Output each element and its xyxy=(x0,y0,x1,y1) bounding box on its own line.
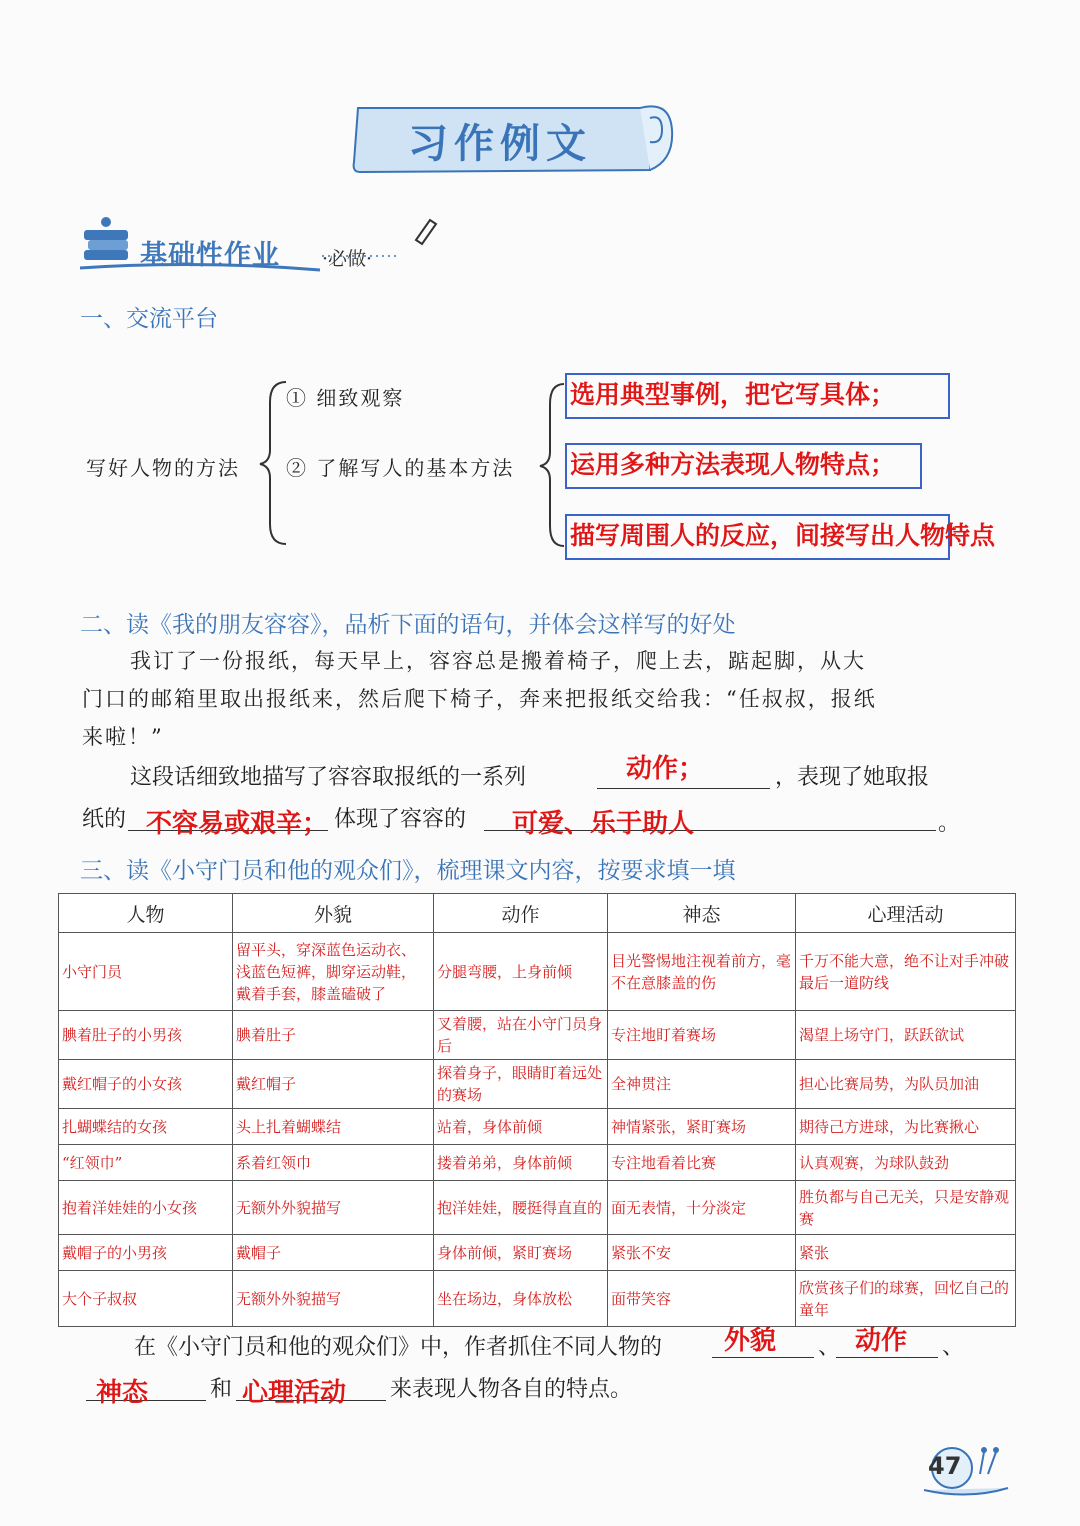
col-header: 人物 xyxy=(59,894,233,933)
table-row xyxy=(59,1060,1016,1109)
table-cell: 身体前倾，紧盯赛场 xyxy=(434,1235,608,1271)
table-cell: 面带笑容 xyxy=(608,1271,796,1327)
sentence-1: 这段话细致地描写了容容取报纸的一系列 xyxy=(130,765,527,790)
answer-expression: 神态 xyxy=(96,1378,149,1408)
table-cell: 戴红帽子的小女孩 xyxy=(59,1060,233,1109)
part3-heading: 三、读《小守门员和他的观众们》，梳理课文内容，按要求填一填 xyxy=(80,858,736,884)
table-cell: 全神贯注 xyxy=(608,1060,796,1109)
blank-appearance[interactable] xyxy=(712,1357,814,1358)
part2-heading: 二、读《我的朋友容容》，品析下面的语句，并体会这样写的好处 xyxy=(80,612,736,638)
table-cell: 小守门员 xyxy=(59,933,233,1011)
table-row xyxy=(59,1235,1016,1271)
passage-line-3: 来啦！” xyxy=(82,725,164,749)
table-cell: 渴望上场守门，跃跃欲试 xyxy=(796,1011,1016,1060)
table-cell: 搂着弟弟，身体前倾 xyxy=(434,1145,608,1181)
table-cell: 叉着腰，站在小守门员身后 xyxy=(434,1011,608,1060)
table-cell: 抱着洋娃娃的小女孩 xyxy=(59,1181,233,1235)
sentence-4: 体现了容容的 xyxy=(334,807,467,832)
sentence-2: ，表现了她取报 xyxy=(775,765,930,790)
table-row xyxy=(59,933,1016,1011)
table-cell: 抱洋娃娃，腰挺得直直的 xyxy=(434,1181,608,1235)
table-cell: 胜负都与自己无关，只是安静观赛 xyxy=(796,1181,1016,1235)
table-cell: 期待己方进球，为比赛揪心 xyxy=(796,1109,1016,1145)
answer-difficulty: 不容易或艰辛； xyxy=(146,809,329,839)
answer-character: 可爱、乐于助人 xyxy=(512,809,695,839)
final-sentence-1: 在《小守门员和他的观众们》中，作者抓住不同人物的 xyxy=(134,1335,663,1360)
answer-box-1: 选用典型事例，把它写具体； xyxy=(565,373,950,419)
answer-action: 动作； xyxy=(626,754,705,784)
table-cell: 紧张不安 xyxy=(608,1235,796,1271)
passage-line-2: 门口的邮箱里取出报纸来，然后爬下椅子，奔来把报纸交给我：“任叔叔，报纸 xyxy=(82,687,877,711)
blank-action[interactable] xyxy=(836,1357,938,1358)
final-sep-3: 和 xyxy=(210,1377,233,1402)
table-row xyxy=(59,1145,1016,1181)
table-cell: 戴红帽子 xyxy=(233,1060,434,1109)
table-cell: “红领巾” xyxy=(59,1145,233,1181)
table-row xyxy=(59,1011,1016,1060)
branch-observe: ① 细致观察 xyxy=(286,386,405,410)
table-cell: 腆着肚子的小男孩 xyxy=(59,1011,233,1060)
character-table xyxy=(58,893,1016,1327)
blank-1[interactable] xyxy=(597,788,770,789)
method-root: 写好人物的方法 xyxy=(86,456,240,480)
final-sep-2: 、 xyxy=(942,1335,965,1360)
sentence-5: 。 xyxy=(938,811,961,836)
table-cell: 担心比赛局势，为队员加油 xyxy=(796,1060,1016,1109)
table-cell: 站着，身体前倾 xyxy=(434,1109,608,1145)
table-cell: 大个子叔叔 xyxy=(59,1271,233,1327)
table-cell: 专注地看着比赛 xyxy=(608,1145,796,1181)
part1-heading: 一、交流平台 xyxy=(80,306,218,332)
table-cell: 扎蝴蝶结的女孩 xyxy=(59,1109,233,1145)
banner-title: 习作例文 xyxy=(408,120,592,167)
table-cell: 探着身子，眼睛盯着远处的赛场 xyxy=(434,1060,608,1109)
table-cell: 分腿弯腰，上身前倾 xyxy=(434,933,608,1011)
table-cell: 头上扎着蝴蝶结 xyxy=(233,1109,434,1145)
table-cell: 无额外外貌描写 xyxy=(233,1181,434,1235)
must-do-label: ·必做· xyxy=(322,248,373,270)
table-cell: 紧张 xyxy=(796,1235,1016,1271)
table-row xyxy=(59,1181,1016,1235)
table-cell: 系着红领巾 xyxy=(233,1145,434,1181)
table-cell: 目光警惕地注视着前方，毫不在意膝盖的伤 xyxy=(608,933,796,1011)
table-cell: 专注地盯着赛场 xyxy=(608,1011,796,1060)
answer-psychology: 心理活动 xyxy=(242,1378,347,1408)
answer-box-2: 运用多种方法表现人物特点； xyxy=(565,443,922,489)
col-header: 动作 xyxy=(434,894,608,933)
table-header-row xyxy=(59,894,1016,933)
table-row xyxy=(59,1109,1016,1145)
final-sep-1: 、 xyxy=(818,1335,841,1360)
page-number: 47 xyxy=(928,1452,962,1480)
branch-methods: ② 了解写人的基本方法 xyxy=(286,456,515,480)
col-header: 神态 xyxy=(608,894,796,933)
answer-appearance: 外貌 xyxy=(724,1326,777,1356)
answer-box-3: 描写周围人的反应，间接写出人物特点 xyxy=(565,514,950,560)
table-cell: 面无表情，十分淡定 xyxy=(608,1181,796,1235)
table-cell: 腆着肚子 xyxy=(233,1011,434,1060)
final-sentence-2: 来表现人物各自的特点。 xyxy=(390,1377,633,1402)
sentence-3: 纸的 xyxy=(82,807,127,832)
table-cell: 认真观赛，为球队鼓劲 xyxy=(796,1145,1016,1181)
table-cell: 千万不能大意，绝不让对手冲破最后一道防线 xyxy=(796,933,1016,1011)
table-cell: 无额外外貌描写 xyxy=(233,1271,434,1327)
col-header: 外貌 xyxy=(233,894,434,933)
passage-line-1: 我订了一份报纸，每天早上，容容总是搬着椅子，爬上去，踮起脚，从大 xyxy=(130,649,866,673)
answer-action2: 动作 xyxy=(855,1326,908,1356)
col-header: 心理活动 xyxy=(796,894,1016,933)
table-cell: 欣赏孩子们的球赛，回忆自己的童年 xyxy=(796,1271,1016,1327)
section-title: 基础性作业 xyxy=(140,240,280,271)
table-row xyxy=(59,1271,1016,1327)
table-cell: 戴帽子 xyxy=(233,1235,434,1271)
table-cell: 留平头，穿深蓝色运动衣、浅蓝色短裤，脚穿运动鞋，戴着手套，膝盖磕破了 xyxy=(233,933,434,1011)
table-cell: 神情紧张，紧盯赛场 xyxy=(608,1109,796,1145)
table-cell: 戴帽子的小男孩 xyxy=(59,1235,233,1271)
table-cell: 坐在场边，身体放松 xyxy=(434,1271,608,1327)
